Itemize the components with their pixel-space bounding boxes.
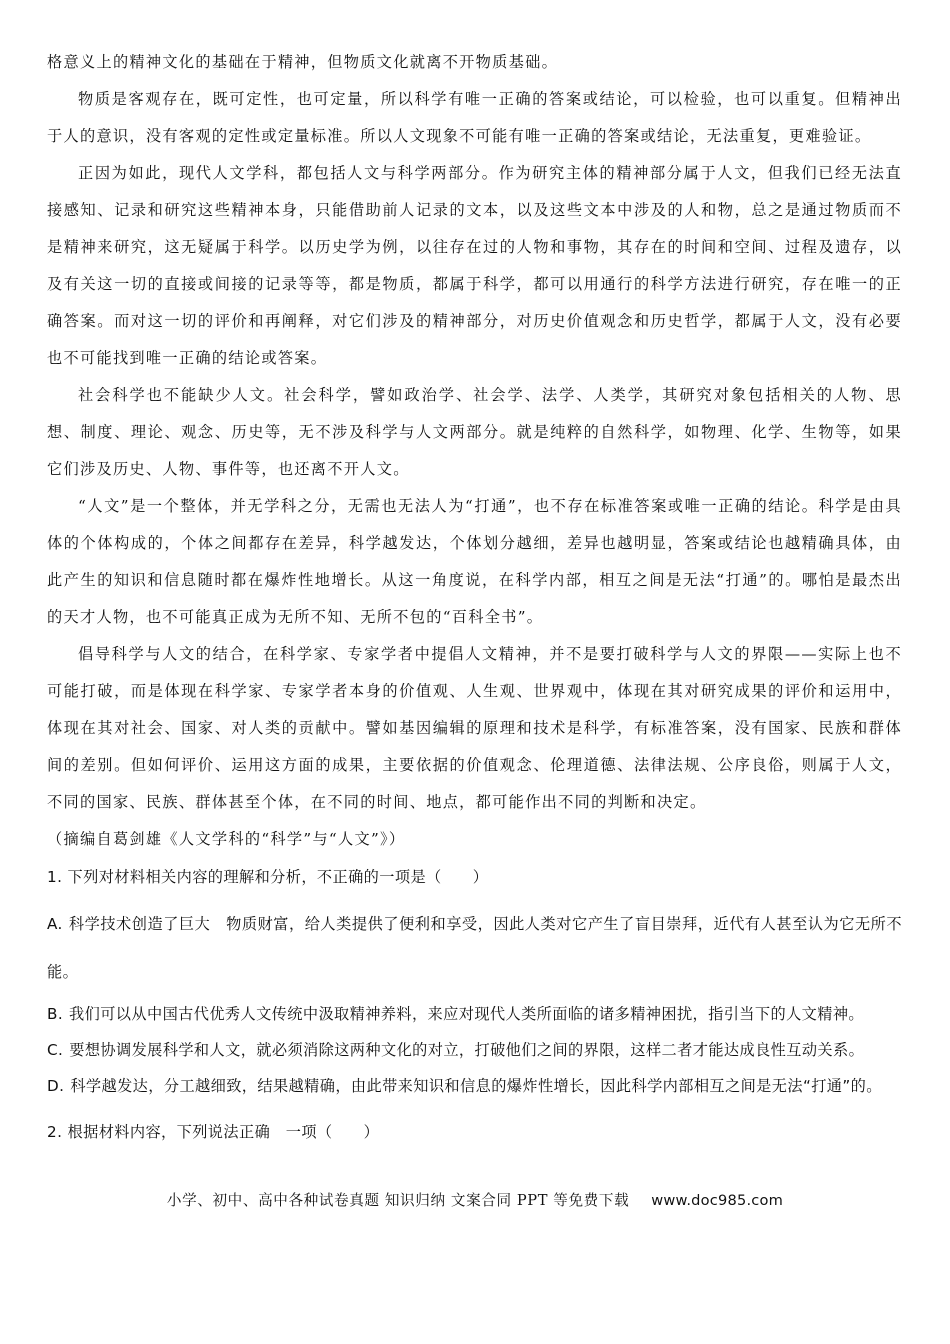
option-letter: D.	[47, 1077, 65, 1095]
passage-paragraph-1: 格意义上的精神文化的基础在于精神，但物质文化就离不开物质基础。	[47, 53, 559, 71]
reading-passage	[47, 44, 902, 858]
passage-paragraph-2: 物质是客观存在，既可定性，也可定量，所以科学有唯一正确的答案或结论，可以检验，也可以重复。但精神出于人的意识，没有客观的定性或定量标准。所以人文现象不可能有唯一正确的答案或结论，无法重复，更难验证。	[47, 90, 902, 145]
footer-url-link[interactable]: www.doc985.com	[651, 1192, 784, 1209]
option-text: 要想协调发展科学和人文，就必须消除这两种文化的对立，打破他们之间的界限，这样二者才能达成良性互动关系。	[69, 1041, 865, 1059]
question-2-stem: 2. 根据材料内容，下列说法正确 一项（ ）	[47, 1123, 380, 1141]
option-letter: C.	[47, 1041, 64, 1059]
passage-paragraph-6: 倡导科学与人文的结合，在科学家、专家学者中提倡人文精神，并不是要打破科学与人文的界限——实际上也不可能打破，而是体现在科学家、专家学者本身的价值观、人生观、世界观中，体现在其对研究成果的评价和运用中，体现在其对社会、国家、对人类的贡献中。譬如基因编辑的原理和技术是科学，有标准答案，没有国家、民族和群体间的差别。但如何评价、运用这方面的成果，主要依据的价值观念、伦理道德、法律法规、公序良俗，则属于人文，不同的国家、民族、群体甚至个体，在不同的时间、地点，都可能作出不同的判断和决定。	[47, 645, 902, 811]
question-1-stem: 1. 下列对材料相关内容的理解和分析，不正确的一项是（ ）	[47, 868, 489, 886]
question-1-option-c[interactable]	[47, 1032, 902, 1068]
option-letter: A.	[47, 915, 63, 933]
option-letter: B.	[47, 1005, 64, 1023]
passage-paragraph-3: 正因为如此，现代人文学科，都包括人文与科学两部分。作为研究主体的精神部分属于人文，但我们已经无法直接感知、记录和研究这些精神本身，只能借助前人记录的文本，以及这些文本中涉及的人和物，总之是通过物质而不是精神来研究，这无疑属于科学。以历史学为例，以往存在过的人物和事物，其存在的时间和空间、过程及遗存，以及有关这一切的直接或间接的记录等等，都是物质，都属于科学，都可以用通行的科学方法进行研究，存在唯一的正确答案。而对这一切的评价和再阐释，对它们涉及的精神部分，对历史价值观念和历史哲学，都属于人文，没有必要也不可能找到唯一正确的结论或答案。	[47, 164, 902, 367]
question-1-option-a[interactable]	[47, 900, 902, 996]
question-section	[47, 862, 902, 1156]
question-1-option-b[interactable]	[47, 996, 902, 1032]
passage-paragraph-5: “人文”是一个整体，并无学科之分，无需也无法人为“打通”，也不存在标准答案或唯一正确的结论。科学是由具体的个体构成的，个体之间都存在差异，科学越发达，个体划分越细，差异也越明显，答案或结论也越精确具体，由此产生的知识和信息随时都在爆炸性地增长。从这一角度说，在科学内部，相互之间是无法“打通”的。哪怕是最杰出的天才人物，也不可能真正成为无所不知、无所不包的“百科全书”。	[47, 497, 902, 626]
question-1-option-d[interactable]	[47, 1068, 902, 1104]
document-page	[47, 44, 902, 1156]
page-footer	[0, 1189, 950, 1210]
option-text: 科学越发达，分工越细致，结果越精确，由此带来知识和信息的爆炸性增长，因此科学内部相互之间是无法“打通”的。	[70, 1077, 882, 1095]
option-text: 我们可以从中国古代优秀人文传统中汲取精神养料，来应对现代人类所面临的诸多精神困扰，指引当下的人文精神。	[69, 1005, 865, 1023]
option-text: 科学技术创造了巨大 物质财富，给人类提供了便利和享受，因此人类对它产生了盲目崇拜，近代有人甚至认为它无所不能。	[47, 915, 902, 981]
passage-source-citation: （摘编自葛剑雄《人文学科的“科学”与“人文”》）	[47, 830, 406, 848]
footer-text: 小学、初中、高中各种试卷真题 知识归纳 文案合同 PPT 等免费下载	[166, 1192, 630, 1209]
passage-paragraph-4: 社会科学也不能缺少人文。社会科学，譬如政治学、社会学、法学、人类学，其研究对象包括相关的人物、思想、制度、理论、观念、历史等，无不涉及科学与人文两部分。就是纯粹的自然科学，如物理、化学、生物等，如果它们涉及历史、人物、事件等，也还离不开人文。	[47, 386, 902, 478]
